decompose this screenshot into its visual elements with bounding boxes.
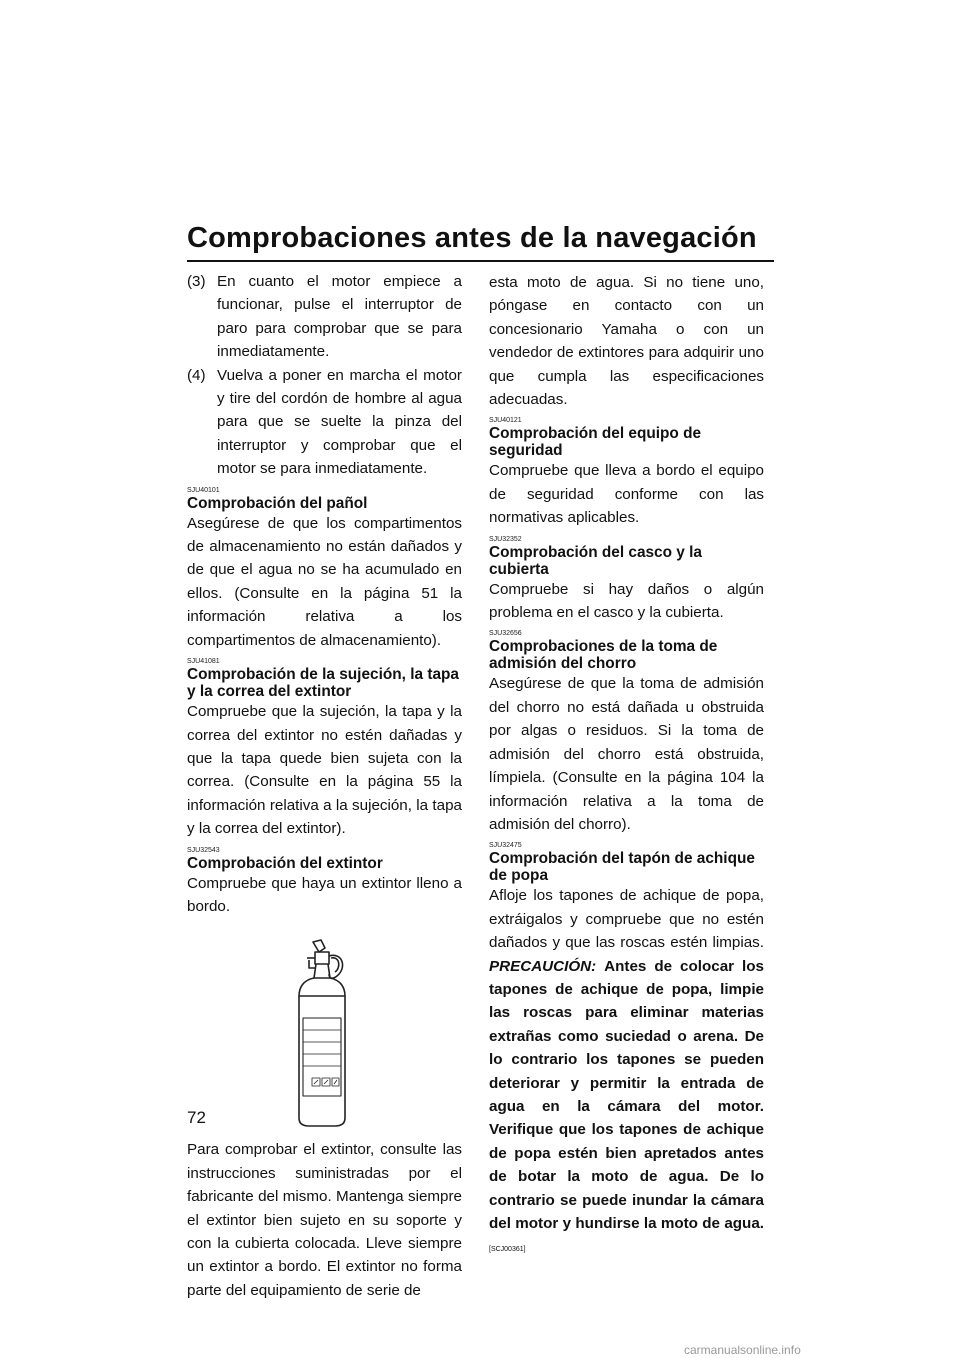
page-number: 72: [187, 1108, 206, 1127]
section-body-continued: Para comprobar el extintor, consulte las instrucciones suministradas por el fabricante del mismo. Mantenga siempre el extintor bien sujeto en su soporte y con la cubierta colocada. Lleve siempre un extintor a bordo. El extintor no forma parte del equipamiento de serie de: [187, 1141, 462, 1299]
section-heading-pannol: Comprobación del pañol: [187, 494, 368, 512]
section-body: Asegúrese de que los compartimentos de almacenamiento no están dañados y de que el agua no se ha acumulado en ellos. (Consulte en la página 51 la información relativa a los compartimentos de almacenamiento).: [187, 514, 462, 649]
section-body: Asegúrese de que la toma de admisión del chorro no está dañada u obstruida por algas o residuos. Si la toma de admisión del chorro está obstruida, límpiela. (Consulte en la página 104 la información relativa a la toma de admisión del chorro).: [489, 675, 764, 833]
section-code: SJU40101: [187, 486, 220, 494]
fire-extinguisher-icon: [285, 938, 365, 1128]
step-text: En cuanto el motor empiece a funcionar, pulse el interruptor de paro para comprobar que se para inmediatamente.: [217, 273, 462, 361]
step-4: [187, 364, 462, 481]
section-heading-tapon: Comprobación del tapón de achique de popa: [489, 850, 755, 885]
section-body: Compruebe que la sujeción, la tapa y la correa del extintor no estén dañadas y que la tapa quede bien sujeta con la correa. (Consulte en la página 55 la información relativa a la sujeción, la tapa y la correa del extintor).: [187, 703, 462, 838]
left-column: [187, 270, 462, 1302]
section-body: Afloje los tapones de achique de popa, extráigalos y compruebe que no estén dañados y que las roscas estén limpias.: [489, 887, 764, 952]
right-column: [489, 271, 764, 1262]
section-code: SJU32352: [489, 535, 522, 543]
section-heading-extintor: Comprobación del extintor: [187, 854, 383, 872]
footer-watermark: carmanualsonline.info: [684, 1343, 801, 1357]
section-code: SJU32656: [489, 630, 522, 638]
section-code: SJU32543: [187, 846, 220, 854]
step-text: Vuelva a poner en marcha el motor y tire del cordón de hombre al agua para que se suelte la pinza del interruptor y comprobar que el motor se para inmediatamente.: [217, 366, 462, 478]
step-3: [187, 270, 462, 364]
warning-code: [SCJ00361]: [489, 1246, 526, 1254]
section-code: SJU32475: [489, 842, 522, 850]
section-heading-casco: Comprobación del casco y la cubierta: [489, 543, 702, 578]
section-body-with-warning: [489, 884, 764, 1262]
step-number: (3): [187, 273, 206, 290]
continuation-text: esta moto de agua. Si no tiene uno, póngase en contacto con un concesionario Yamaha o con un vendedor de extintores para adquirir uno que cumpla las especificaciones adecuadas.: [489, 274, 764, 409]
warning-label: PRECAUCIÓN:: [489, 957, 597, 975]
step-number: (4): [187, 366, 206, 384]
title-rule: [187, 260, 774, 262]
warning-text: Antes de colocar los tapones de achique de popa, limpie las roscas para eliminar materias extrañas como suciedad o arena. De lo contrario los tapones se pueden deteriorar y permitir la entrada de agua en la cámara del motor. Verifique que los tapones de achique de popa estén bien apretados antes de botar la moto de agua. De lo contrario se puede inundar la cámara del motor y hundirse la moto de agua.: [489, 957, 764, 1232]
fire-extinguisher-figure: [187, 938, 462, 1128]
section-code: SJU40121: [489, 417, 522, 425]
section-heading-seguridad: Comprobación del equipo de seguridad: [489, 425, 702, 460]
section-body: Compruebe que lleva a bordo el equipo de seguridad conforme con las normativas aplicables.: [489, 462, 764, 527]
section-body: Compruebe que haya un extintor lleno a bordo.: [187, 874, 462, 915]
section-heading-toma: Comprobaciones de la toma de admisión del chorro: [489, 638, 718, 673]
page-title: Comprobaciones antes de la navegación: [187, 222, 757, 254]
section-heading-sujecion: Comprobación de la sujeción, la tapa y la correa del extintor: [187, 666, 459, 701]
section-code: SJU41081: [187, 658, 220, 666]
section-body: Compruebe si hay daños o algún problema en el casco y la cubierta.: [489, 580, 764, 622]
